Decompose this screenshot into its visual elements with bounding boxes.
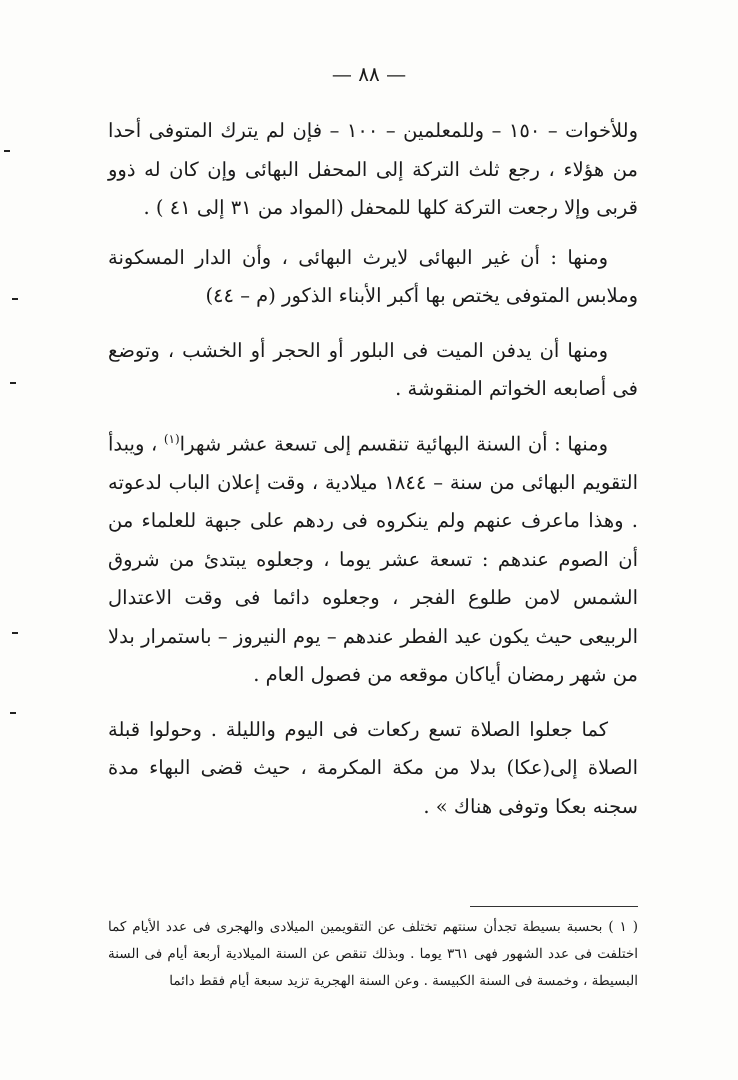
footnote-divider <box>470 906 638 907</box>
footnotes <box>108 914 638 995</box>
text-line: ومنها أن يدفن الميت فى البلور أو الحجر أو الخشب ، <box>167 338 609 362</box>
footnote <box>108 914 638 995</box>
paragraph-calendar <box>108 420 638 695</box>
text-line: وتوضع فى أصابعه الخواتم المنقوشة . <box>108 338 638 400</box>
text-line: وقت الاعتدال الربيعى حيث يكون عيد الفطر عندهم – يوم <box>108 586 638 648</box>
text-line: يبتدئ من شروق الشمس لامن طلوع الفجر ، وجعلوه دائما فى <box>108 547 638 609</box>
trailing-comma: ، <box>150 432 158 455</box>
footnote-line: ( ١ ) بحسبة بسيطة تجدأن سنتهم تختلف عن التقويمين الميلادى والهجرى فى عدد الأيام كما اختلفت <box>108 919 639 962</box>
text-line: وملابس المتوفى يختص بها أكبر الأبناء الذكور (م – ٤٤) <box>205 284 638 307</box>
text-line: ومنها : أن السنة البهائية تنقسم إلى تسعة عشر شهرا <box>179 432 608 455</box>
margin-mark <box>10 712 16 714</box>
margin-mark <box>4 150 10 152</box>
footnote-line: فى عدد الشهور فهى ٣٦١ يوما . وبذلك تنقص عن السنة الميلادية أربعة أيام فى السنة البسيطة ، <box>108 946 638 989</box>
text-line: العام . <box>253 663 305 686</box>
text-line: النيروز – باستمرار بدلا من شهر رمضان أياكان موقعه من فصول <box>108 624 638 686</box>
text-line: وإلا رجعت التركة كلها للمحفل (المواد من ٣١ إلى ٤١ ) . <box>143 196 591 219</box>
text-line: قبلة الصلاة إلى(عكا) بدلا من مكة المكرمة ، حيث قضى البهاء <box>108 717 639 779</box>
paragraph-inheritance <box>108 112 638 228</box>
body-text <box>108 112 638 826</box>
paragraph-non-bahai-inheritance <box>108 239 638 316</box>
paragraph-prayer <box>108 711 638 827</box>
text-line: الباب لدعوته . وهذا ماعرف عنهم ولم ينكروه فى ردهم على جبهة <box>108 470 638 532</box>
margin-mark <box>12 632 18 634</box>
text-line: كما جعلوا الصلاة تسع ركعات فى اليوم والليلة . وحولوا <box>148 717 608 741</box>
text-line: وللأخوات – ١٥٠ – وللمعلمين – ١٠٠ – فإن لم يترك المتوفى أحدا <box>108 119 639 142</box>
text-line: ومنها : أن غير البهائى لايرث البهائى ، وأن الدار المسكونة <box>108 245 608 269</box>
text-line: مدة سجنه بعكا وتوفى هناك » . <box>108 756 638 818</box>
text-line: من هؤلاء ، رجع ثلث التركة إلى المحفل البهائى وإن كان له ذوو قربى <box>108 157 638 219</box>
text-line: ويبدأ التقويم البهائى من سنة – ١٨٤٤ ميلادية ، وقت إعلان <box>108 432 639 494</box>
paragraph-burial <box>108 332 638 409</box>
margin-mark <box>10 382 16 384</box>
margin-mark <box>12 298 18 300</box>
footnote-line: وخمسة فى السنة الكبيسة . وعن السنة الهجرية تزيد سبعة أيام فقط دائما <box>169 973 579 989</box>
text-line: للعلماء من أن الصوم عندهم : تسعة عشر يوما ، وجعلوه <box>108 509 639 571</box>
page-number: — ٨٨ — <box>331 62 407 86</box>
footnote-reference[interactable]: (١) <box>163 431 180 446</box>
